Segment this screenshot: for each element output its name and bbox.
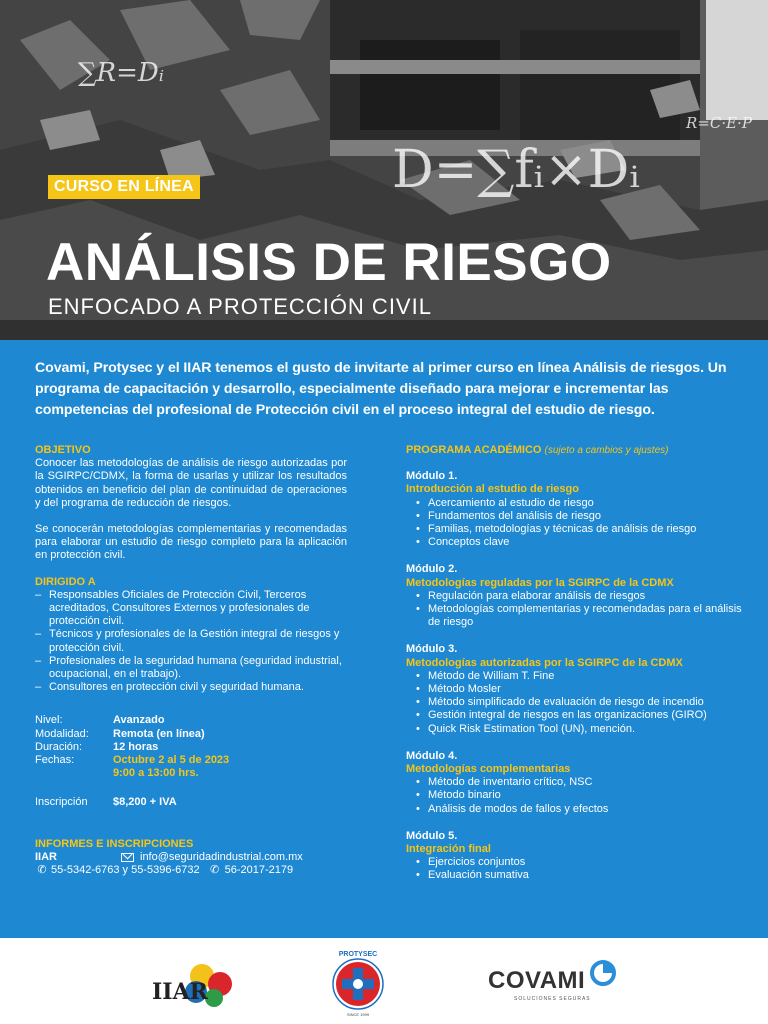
- formula-right: R=C·E·P: [686, 114, 752, 132]
- list-item: • Método Mosler: [406, 683, 746, 696]
- iiar-logo-text: IIAR: [152, 979, 208, 1005]
- fechas-value: Octubre 2 al 5 de 2023: [113, 754, 230, 767]
- contact-org: IIAR: [35, 850, 57, 863]
- covami-swirl-icon: [590, 960, 616, 986]
- module-topics: [406, 670, 746, 736]
- duracion-row: [35, 741, 347, 754]
- module-number: Módulo 5.: [406, 829, 458, 842]
- objetivo-paragraph-1: Conocer las metodologías de análisis de riesgo autorizadas por la SGIRPC/CDMX, la forma de usarlas y utilizar los resultados obtenidos en beneficio del plan de continuidad de operaciones y del programa de reducción de riesgos.: [35, 457, 347, 509]
- right-column: [406, 444, 746, 883]
- phone-icon: ✆: [37, 864, 47, 877]
- nivel-value: Avanzado: [113, 714, 165, 727]
- inscripcion-row: [35, 796, 347, 809]
- module-5: [406, 830, 746, 883]
- programa-note: (sujeto a cambios y ajustes): [544, 445, 669, 456]
- modalidad-row: [35, 728, 347, 741]
- module-number: Módulo 2.: [406, 563, 458, 576]
- list-item: • Método simplificado de evaluación de riesgo de incendio: [406, 696, 746, 709]
- hero-banner: [0, 0, 768, 340]
- whatsapp-icon: ✆: [210, 864, 220, 877]
- list-item: • Acercamiento al estudio de riesgo: [406, 497, 746, 510]
- nivel-row: [35, 714, 347, 727]
- programa-heading-label: PROGRAMA ACADÉMICO: [406, 444, 542, 456]
- list-item: • Familias, metodologías y técnicas de análisis de riesgo: [406, 523, 746, 536]
- contacto-heading: INFORMES E INSCRIPCIONES: [35, 837, 194, 850]
- dirigido-heading: DIRIGIDO A: [35, 575, 96, 588]
- list-item: • Fundamentos del análisis de riesgo: [406, 510, 746, 523]
- formula-left: ∑R=Dᵢ: [78, 58, 164, 88]
- list-item: • Gestión integral de riesgos en las organizaciones (GIRO): [406, 709, 746, 722]
- page-title: ANÁLISIS DE RIESGO: [46, 233, 612, 292]
- contact-email-line: [35, 851, 347, 864]
- modalidad-value: Remota (en línea): [113, 727, 205, 740]
- module-topics: [406, 497, 746, 550]
- module-title: Metodologías autorizadas por la SGIRPC de la CDMX: [406, 656, 683, 669]
- module-2: [406, 563, 746, 629]
- module-title: Integración final: [406, 843, 491, 856]
- course-type-badge: CURSO EN LÍNEA: [48, 175, 200, 199]
- contact-whatsapp[interactable]: 56-2017-2179: [224, 864, 294, 877]
- contact-phone-line: [35, 864, 347, 877]
- module-1: [406, 470, 746, 549]
- inscripcion-label: Inscripción: [35, 796, 88, 809]
- module-4: [406, 750, 746, 816]
- nivel-label: Nivel:: [35, 714, 63, 727]
- module-topics: [406, 776, 746, 816]
- list-item: • Conceptos clave: [406, 536, 746, 549]
- module-title: Introducción al estudio de riesgo: [406, 483, 579, 496]
- list-item: • Método binario: [406, 789, 746, 802]
- module-topics: [406, 856, 746, 882]
- intro-paragraph: Covami, Protysec y el IIAR tenemos el gusto de invitarte al primer curso en línea Análisis de riesgos. Un programa de capacitación y desarrollo, especialmente diseñado para mejorar e incrementar las competencias del profesional de Protección civil en el proceso integral del estudio de riesgo.: [35, 360, 727, 418]
- module-3: [406, 643, 746, 735]
- modalidad-label: Modalidad:: [35, 727, 89, 740]
- protysec-logo-text: PROTYSEC: [338, 951, 378, 958]
- programa-heading: [406, 444, 746, 457]
- list-item: – Consultores en protección civil y seguridad humana.: [35, 681, 347, 694]
- covami-logo-text: COVAMI: [488, 967, 586, 994]
- contact-email-link[interactable]: info@seguridadindustrial.com.mx: [140, 850, 303, 863]
- page-subtitle: ENFOCADO A PROTECCIÓN CIVIL: [48, 294, 432, 319]
- duracion-label: Duración:: [35, 740, 83, 753]
- list-item: – Profesionales de la seguridad humana (seguridad industrial, ocupacional, en el trabajo).: [35, 655, 347, 681]
- list-item: • Regulación para elaborar análisis de riesgos: [406, 590, 746, 603]
- module-number: Módulo 3.: [406, 643, 458, 656]
- list-item: • Ejercicios conjuntos: [406, 856, 746, 869]
- module-number: Módulo 4.: [406, 749, 458, 762]
- list-item: – Responsables Oficiales de Protección Civil, Terceros acreditados, Consultores Externos y profesionales de protección civil.: [35, 589, 347, 629]
- horario-value: 9:00 a 13:00 hrs.: [113, 767, 199, 780]
- duracion-value: 12 horas: [113, 740, 159, 753]
- inscripcion-value: $8,200 + IVA: [113, 796, 177, 809]
- contact-phones[interactable]: 55-5342-6763 y 55-5396-6732: [51, 864, 200, 877]
- course-info-section: [0, 340, 768, 938]
- fechas-row: [35, 754, 347, 767]
- left-column: [35, 444, 347, 877]
- covami-tagline: SOLUCIONES SEGURAS: [514, 996, 591, 1002]
- protysec-since-text: SINCE 1999: [346, 1012, 370, 1017]
- list-item: • Análisis de modos de fallos y efectos: [406, 803, 746, 816]
- horario-row: [35, 767, 347, 780]
- list-item: • Evaluación sumativa: [406, 869, 746, 882]
- protysec-logo: [326, 942, 390, 1020]
- list-item: – Técnicos y profesionales de la Gestión integral de riesgos y protección civil.: [35, 628, 347, 654]
- objetivo-paragraph-2: Se conocerán metodologías complementarias y recomendadas para elaborar un estudio de riesgo completo para la aplicación en protección civil.: [35, 523, 347, 562]
- list-item: • Quick Risk Estimation Tool (UN), mención.: [406, 723, 746, 736]
- fechas-label: Fechas:: [35, 754, 75, 767]
- list-item: • Metodologías complementarias y recomendadas para el análisis de riesgo: [406, 603, 746, 629]
- module-number: Módulo 1.: [406, 470, 458, 483]
- formula-main: D=∑fᵢ×Dᵢ: [392, 140, 640, 200]
- module-title: Metodologías complementarias: [406, 763, 571, 776]
- objetivo-heading: OBJETIVO: [35, 444, 91, 456]
- list-item: • Método de William T. Fine: [406, 670, 746, 683]
- audience-list: [35, 589, 347, 695]
- envelope-icon: [121, 853, 134, 862]
- list-item: • Método de inventario crítico, NSC: [406, 776, 746, 789]
- module-title: Metodologías reguladas por la SGIRPC de la CDMX: [406, 576, 674, 589]
- module-topics: [406, 590, 746, 630]
